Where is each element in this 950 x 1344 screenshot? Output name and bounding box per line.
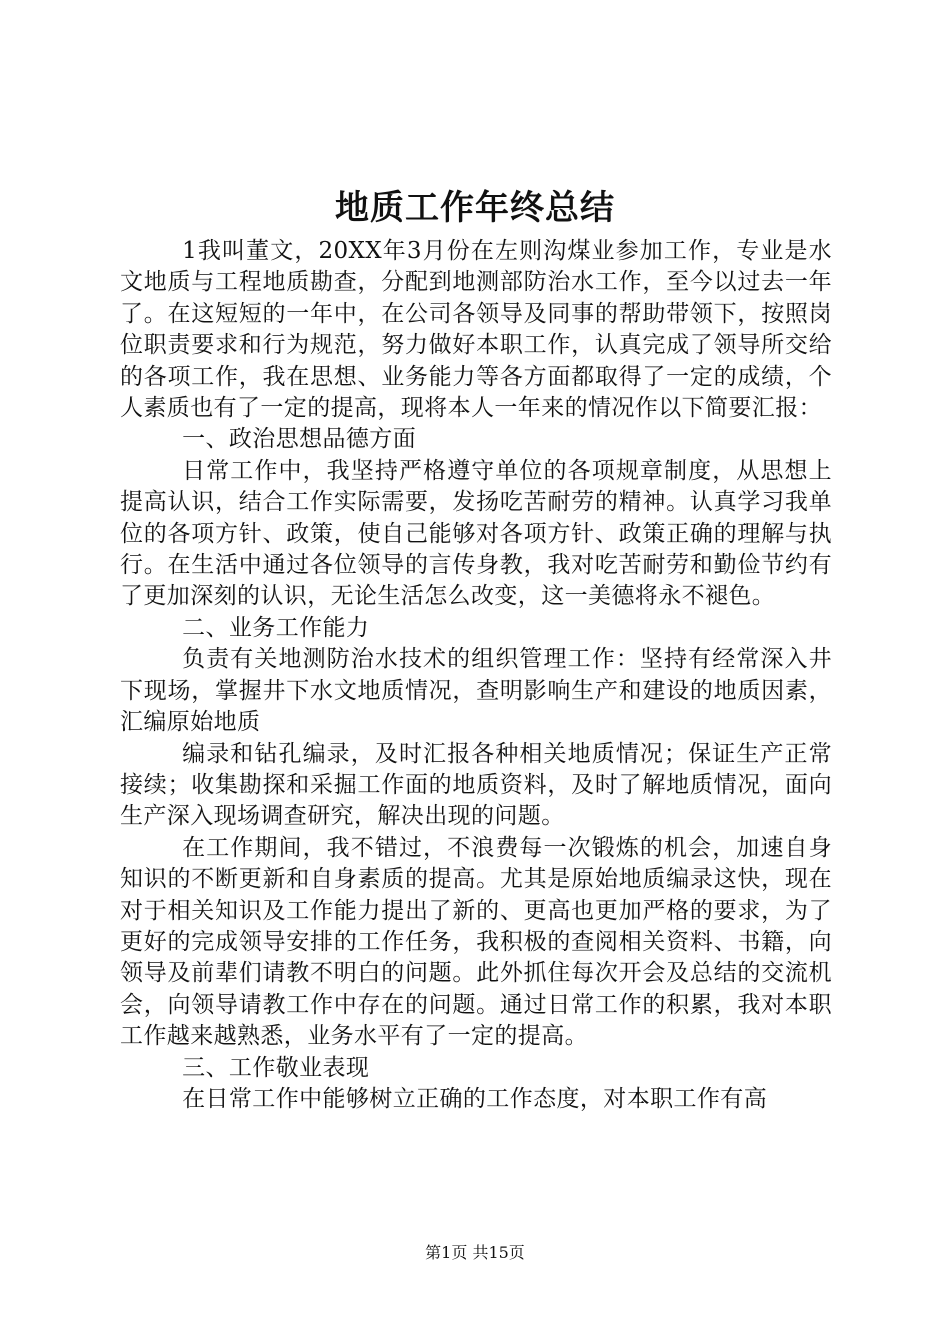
section-heading-political: 一、政治思想品德方面 xyxy=(182,426,417,453)
page-number: 第1页 共15页 xyxy=(425,1243,525,1262)
section-heading-business: 二、业务工作能力 xyxy=(182,614,370,641)
paragraph-intro: 1我叫董文，20XX年3月份在左则沟煤业参加工作，专业是水文地质与工程地质勘查，分配到地测部防治水工作，至今以过去一年了。在这短短的一年中，在公司各领导及同事的帮助带领下，按照岗位职责要求和行为规范，努力做好本职工作，认真完成了领导所交给的各项工作，我在思想、业务能力等各方面都取得了一定的成绩，个人素质也有了一定的提高，现将本人一年来的情况作以下简要汇报： xyxy=(120,238,832,422)
paragraph-dedication: 在日常工作中能够树立正确的工作态度，对本职工作有高 xyxy=(182,1085,768,1112)
document-title: 地质工作年终总结 xyxy=(335,188,615,228)
paragraph-political: 日常工作中，我坚持严格遵守单位的各项规章制度，从思想上提高认识，结合工作实际需要，发扬吃苦耐劳的精神。认真学习我单位的各项方针、政策，使自己能够对各项方针、政策正确的理解与执行。在生活中通过各位领导的言传身教，我对吃苦耐劳和勤俭节约有了更加深刻的认识，无论生活怎么改变，这一美德将永不褪色。 xyxy=(120,457,832,610)
section-heading-dedication: 三、工作敬业表现 xyxy=(182,1054,370,1081)
paragraph-business-3: 在工作期间，我不错过，不浪费每一次锻炼的机会，加速自身知识的不断更新和自身素质的提高。尤其是原始地质编录这快，现在对于相关知识及工作能力提出了新的、更高也更加严格的要求，为了更好的完成领导安排的工作任务，我积极的查阅相关资料、书籍，向领导及前辈们请教不明白的问题。此外抓住每次开会及总结的交流机会，向领导请教工作中存在的问题。通过日常工作的积累，我对本职工作越来越熟悉，业务水平有了一定的提高。 xyxy=(120,834,832,1050)
paragraph-business-2: 编录和钻孔编录，及时汇报各种相关地质情况；保证生产正常接续；收集勘探和采掘工作面的地质资料，及时了解地质情况，面向生产深入现场调查研究，解决出现的问题。 xyxy=(120,740,832,830)
document-body xyxy=(120,236,832,1115)
paragraph-business-1: 负责有关地测防治水技术的组织管理工作：坚持有经常深入井下现场，掌握井下水文地质情况，查明影响生产和建设的地质因素，汇编原始地质 xyxy=(120,646,832,736)
